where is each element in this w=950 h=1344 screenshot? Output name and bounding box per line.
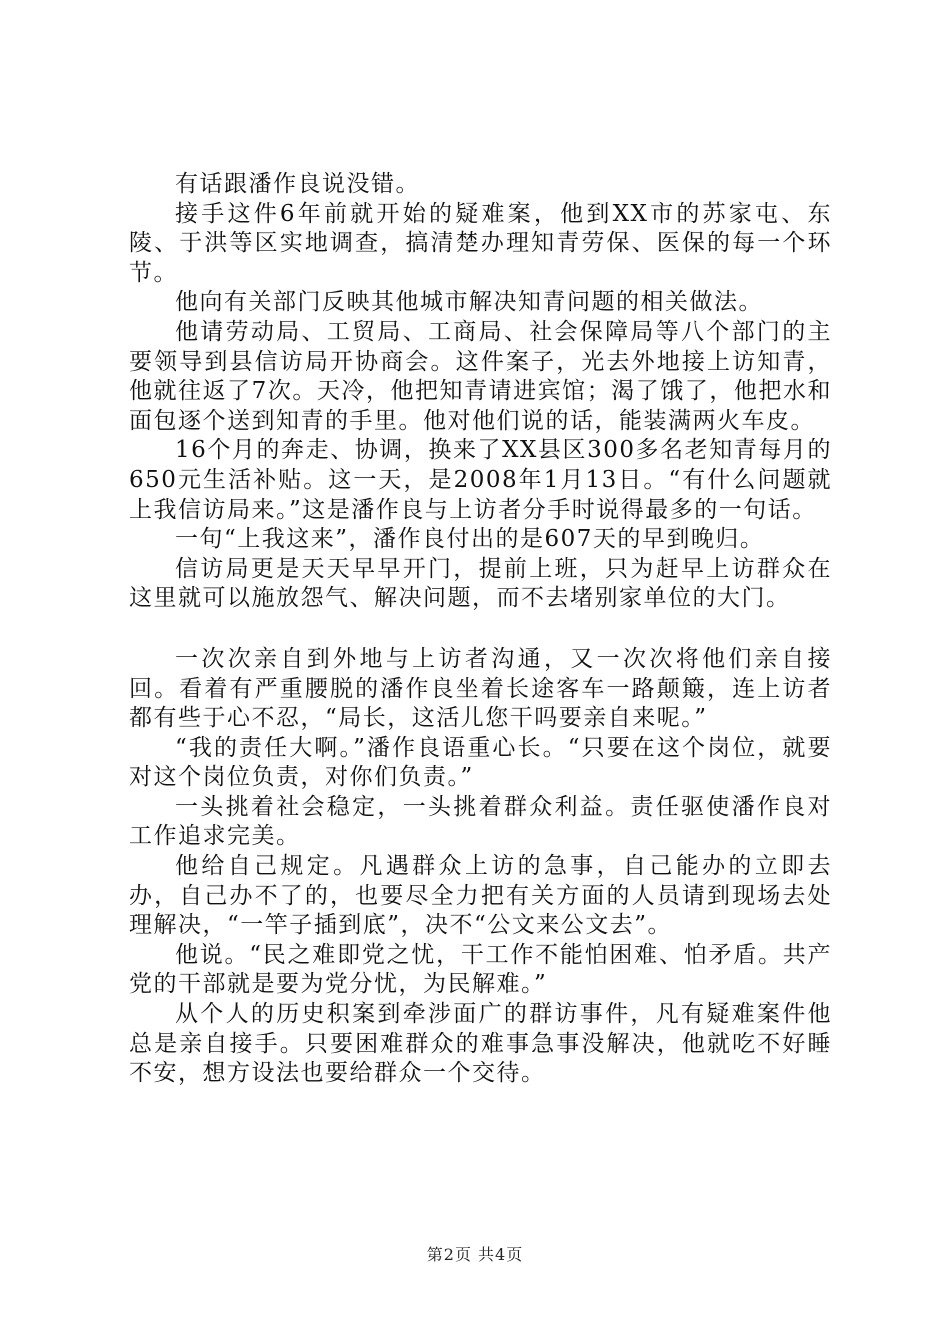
paragraph: 他给自己规定。凡遇群众上访的急事，自己能办的立即去办，自己办不了的，也要尽全力把有关方面的人员请到现场去处理解决，“一竿子插到底”，决不“公文来公文去”。 (129, 853, 832, 939)
paragraph: 他请劳动局、工贸局、工商局、社会保障局等八个部门的主要领导到县信访局开协商会。这件案子，光去外地接上访知青，他就往返了7次。天冷，他把知青请进宾馆；渴了饿了，他把水和面包逐个送到知青的手里。他对他们说的话，能装满两火车皮。 (129, 318, 832, 434)
paragraph: 他向有关部门反映其他城市解决知青问题的相关做法。 (175, 289, 763, 316)
paragraph: 一头挑着社会稳定，一头挑着群众利益。责任驱使潘作良对工作追求完美。 (129, 793, 832, 850)
paragraph: 一次次亲自到外地与上访者沟通，又一次次将他们亲自接回。看着有严重腰脱的潘作良坐着长途客车一路颠簸，连上访者都有些于心不忍，“局长，这活儿您干吗要亲自来呢。” (129, 645, 832, 732)
paragraph: 接手这件6年前就开始的疑难案，他到XX市的苏家屯、东陵、于洪等区实地调查，搞清楚办理知青劳保、医保的每一个环节。 (129, 200, 832, 286)
document-body (129, 170, 832, 1089)
paragraph: 16个月的奔走、协调，换来了XX县区300多名老知青每月的650元生活补贴。这一天，是2008年1月13日。“有什么问题就上我信访局来。”这是潘作良与上访者分手时说得最多的一句话。 (129, 437, 832, 523)
paragraph: “我的责任大啊。”潘作良语重心长。“只要在这个岗位，就要对这个岗位负责，对你们负责。” (129, 734, 832, 791)
paragraph: 从个人的历史积案到牵涉面广的群访事件，凡有疑难案件他总是亲自接手。只要困难群众的难事急事没解决，他就吃不好睡不安，想方设法也要给群众一个交待。 (129, 1001, 832, 1087)
paragraph: 一句“上我这来”，潘作良付出的是607天的早到晚归。 (175, 526, 765, 553)
paragraph: 他说。“民之难即党之忧，干工作不能怕困难、怕矛盾。共产党的干部就是要为党分忧，为民解难。” (129, 941, 832, 998)
paragraph: 有话跟潘作良说没错。 (175, 171, 420, 197)
page-number-footer: 第2页 共4页 (426, 1245, 524, 1264)
paragraph: 信访局更是天天早早开门，提前上班，只为赶早上访群众在这里就可以施放怨气、解决问题，而不去堵别家单位的大门。 (129, 555, 832, 612)
